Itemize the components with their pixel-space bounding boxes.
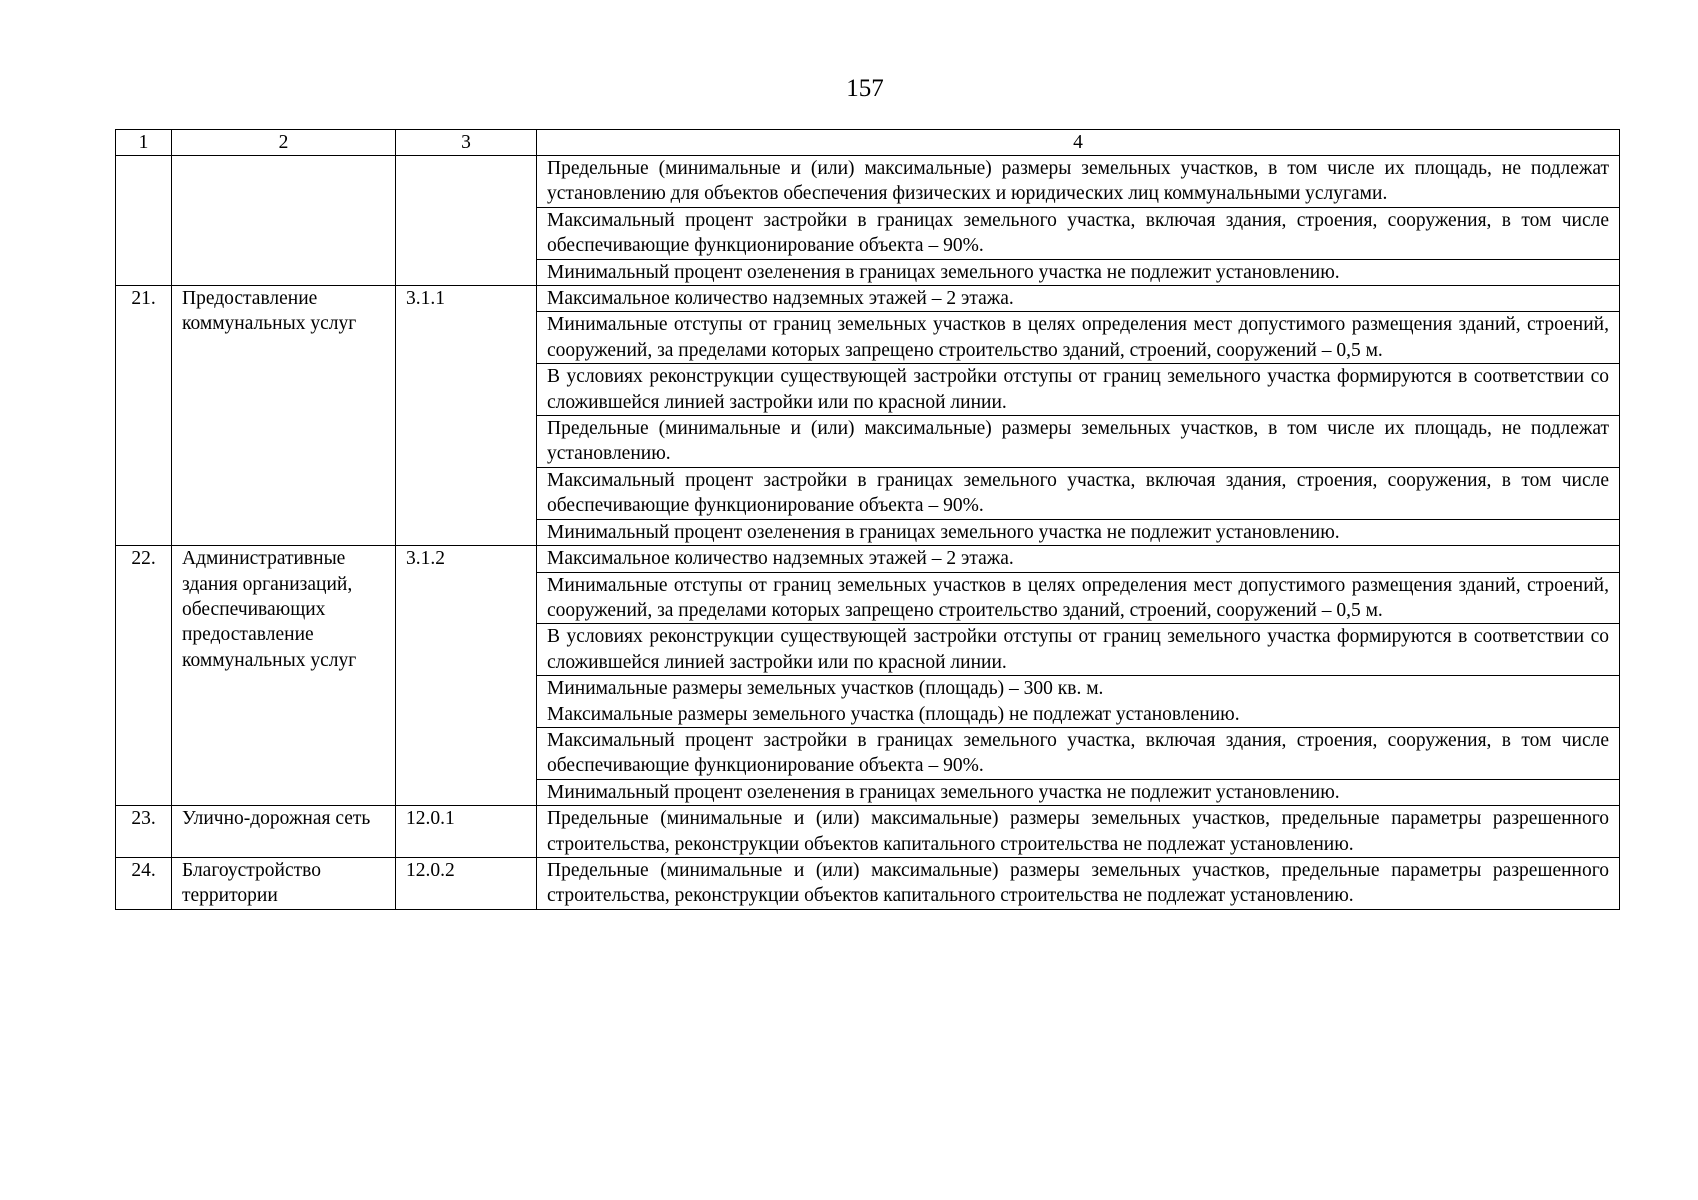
parameter-text: Максимальный процент застройки в границах земельного участка, включая здания, строения, сооружения, в том числе обеспечивающие функционирование объекта – 90%. (547, 729, 1609, 777)
parameter-cell (537, 779, 1620, 805)
parameter-text: Минимальные размеры земельных участков (площадь) – 300 кв. м. (547, 678, 1104, 700)
row-number: 24. (116, 857, 172, 909)
table-row (116, 857, 1620, 909)
parameter-text: Максимальный процент застройки в границах земельного участка, включая здания, строения, сооружения, в том числе обеспечивающие функционирование объекта – 90%. (547, 469, 1609, 517)
parameter-text: Минимальный процент озеленения в границах земельного участка не подлежит установлению. (547, 781, 1340, 803)
parameter-cell (537, 207, 1620, 259)
parameter-cell (537, 572, 1620, 624)
header-col-4: 4 (537, 130, 1620, 156)
use-type-name: Улично-дорожная сеть (172, 806, 396, 858)
parameter-cell (537, 806, 1620, 858)
row-number: 23. (116, 806, 172, 858)
parameter-cell (537, 312, 1620, 364)
parameter-text: Минимальный процент озеленения в границах земельного участка не подлежит установлению. (547, 261, 1340, 283)
parameter-text: Максимальное количество надземных этажей – 2 этажа. (547, 548, 1014, 570)
use-type-code: 3.1.2 (396, 546, 537, 806)
parameter-cell (537, 416, 1620, 468)
use-type-name: Предоставление коммунальных услуг (172, 286, 396, 546)
parameter-text: Максимальное количество надземных этажей – 2 этажа. (547, 288, 1014, 310)
table-row (116, 286, 1620, 312)
page-number: 157 (846, 75, 884, 102)
parameter-cell (537, 727, 1620, 779)
header-col-3: 3 (396, 130, 537, 156)
parameter-cell (537, 156, 1620, 208)
header-col-1: 1 (116, 130, 172, 156)
parameter-text: Минимальные отступы от границ земельных участков в целях определения мест допустимого размещения зданий, строений, сооружений, за пределами которых запрещено строительство зданий, строений, сооружений – 0,5 м. (547, 574, 1609, 621)
use-type-code: 3.1.1 (396, 286, 537, 546)
parameter-cell (537, 624, 1620, 676)
use-type-name (172, 156, 396, 286)
parameter-text: Максимальный процент застройки в границах земельного участка, включая здания, строения, сооружения, в том числе обеспечивающие функционирование объекта – 90%. (547, 209, 1609, 257)
table-row (116, 806, 1620, 858)
parameter-text: В условиях реконструкции существующей застройки отступы от границ земельного участка формируются в соответствии со сложившейся линией застройки или по красной линии. (547, 366, 1609, 413)
row-number: 21. (116, 286, 172, 546)
parameter-text: Минимальные отступы от границ земельных участков в целях определения мест допустимого размещения зданий, строений, сооружений, за пределами которых запрещено строительство зданий, строений, сооружений – 0,5 м. (547, 314, 1609, 361)
parameter-text: Предельные (минимальные и (или) максимальные) размеры земельных участков, предельные параметры разрешенного строительства, реконструкции объектов капитального строительства не подлежат установлению. (547, 859, 1609, 907)
parameter-text: Максимальные размеры земельного участка (площадь) не подлежат установлению. (547, 703, 1240, 725)
parameter-cell (537, 857, 1620, 909)
parameter-cell (537, 546, 1620, 572)
table-header (116, 130, 1620, 156)
table-body (116, 156, 1620, 910)
parameter-text: Предельные (минимальные и (или) максимальные) размеры земельных участков, в том числе их площадь, не подлежат установлению для объектов обеспечения физических и юридических лиц коммунальными услугами. (547, 158, 1609, 205)
table-row (116, 546, 1620, 572)
table-row (116, 156, 1620, 208)
regulations-table (115, 129, 1620, 910)
row-number (116, 156, 172, 286)
row-number: 22. (116, 546, 172, 806)
parameter-cell (537, 467, 1620, 519)
header-col-2: 2 (172, 130, 396, 156)
parameter-cell (537, 259, 1620, 285)
parameter-cell (537, 676, 1620, 728)
use-type-code: 12.0.2 (396, 857, 537, 909)
parameter-cell (537, 364, 1620, 416)
use-type-name: Административные здания организаций, обеспечивающих предоставление коммунальных услуг (172, 546, 396, 806)
parameter-cell (537, 519, 1620, 545)
parameter-cell (537, 286, 1620, 312)
use-type-name: Благоустройство территории (172, 857, 396, 909)
use-type-code: 12.0.1 (396, 806, 537, 858)
parameter-text: В условиях реконструкции существующей застройки отступы от границ земельного участка формируются в соответствии со сложившейся линией застройки или по красной линии. (547, 626, 1609, 673)
parameter-text: Предельные (минимальные и (или) максимальные) размеры земельных участков, в том числе их площадь, не подлежат установлению. (547, 418, 1609, 465)
parameter-text: Минимальный процент озеленения в границах земельного участка не подлежит установлению. (547, 521, 1340, 543)
parameter-text: Предельные (минимальные и (или) максимальные) размеры земельных участков, предельные параметры разрешенного строительства, реконструкции объектов капитального строительства не подлежат установлению. (547, 808, 1609, 855)
header-row (116, 130, 1620, 156)
use-type-code (396, 156, 537, 286)
